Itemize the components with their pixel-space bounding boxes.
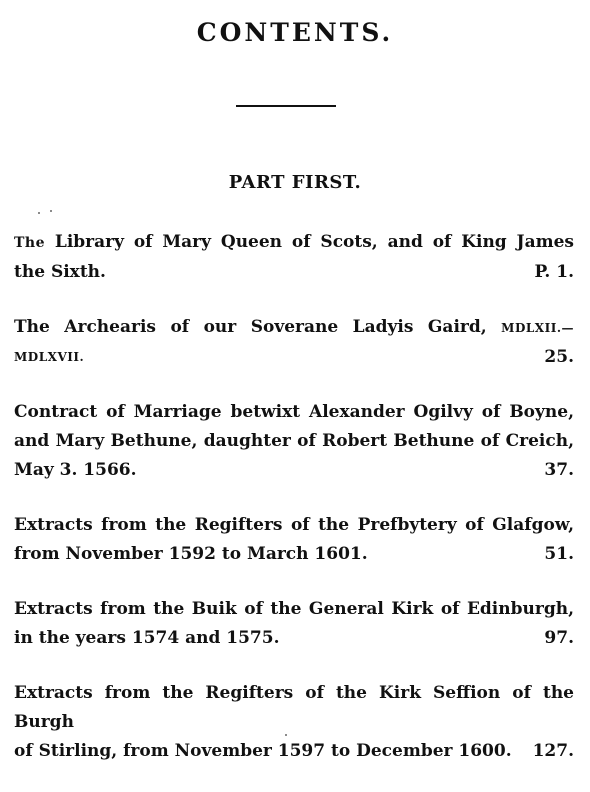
entry-title-tail: May 3. 1566.: [14, 460, 137, 480]
entry-title-tail: MDLXVII.: [14, 350, 85, 364]
entry-title-tail: in the years 1574 and 1575.: [14, 628, 280, 648]
part-title: PART FIRST.: [228, 172, 362, 193]
entry-last-line: [14, 258, 574, 287]
entry-title-line: Extracts from the Regifters of the Kirk Seffion of the Burgh: [14, 683, 574, 732]
entry-lead-smallcaps: The: [14, 235, 46, 251]
entry-title-line: Contract of Marriage betwixt Alexander Ogilvy of Boyne,: [14, 402, 574, 422]
heading-rule: [236, 105, 336, 107]
contents-entry: [14, 595, 574, 653]
entry-title-tail: of Stirling, from November 1597 to December 1600.: [14, 741, 512, 761]
entry-last-line: [14, 456, 574, 485]
entry-page-number: P. 1.: [534, 262, 574, 282]
entry-title-line: and Mary Bethune, daughter of Robert Bethune of Creich,: [14, 431, 574, 451]
entry-last-line: [14, 540, 574, 569]
contents-entry: [14, 398, 574, 485]
entry-last-line: [14, 624, 574, 653]
entry-title-line: Extracts from the Buik of the General Kirk of Edinburgh,: [14, 599, 574, 619]
paper-speck: [38, 212, 40, 214]
entry-page-number: 51.: [544, 544, 574, 564]
entry-date-smallcaps: MDLXII.—: [501, 321, 574, 335]
entry-title-text: The Archearis of our Soverane Ladyis Gaird,: [14, 317, 502, 337]
contents-entry: [14, 511, 574, 569]
contents-entry: [14, 679, 574, 766]
paper-speck: [285, 734, 287, 736]
page-heading: CONTENTS.: [196, 18, 394, 47]
entry-page-number: 37.: [544, 460, 574, 480]
entry-title-line: [14, 228, 574, 258]
entry-title-line: [14, 313, 574, 343]
entry-last-line: [14, 343, 574, 372]
entry-page-number: 97.: [544, 628, 574, 648]
entry-title-text: Library of Mary Queen of Scots, and of King James: [45, 232, 574, 252]
entry-title-tail: the Sixth.: [14, 262, 106, 282]
contents-list: [14, 228, 574, 792]
entry-page-number: 127.: [532, 741, 574, 761]
entry-title-tail: from November 1592 to March 1601.: [14, 544, 368, 564]
contents-entry: [14, 228, 574, 287]
entry-last-line: [14, 737, 574, 766]
entry-page-number: 25.: [544, 347, 574, 367]
entry-title-line: Extracts from the Regifters of the Prefbytery of Glafgow,: [14, 515, 574, 535]
paper-speck: [50, 210, 52, 212]
contents-entry: [14, 313, 574, 372]
